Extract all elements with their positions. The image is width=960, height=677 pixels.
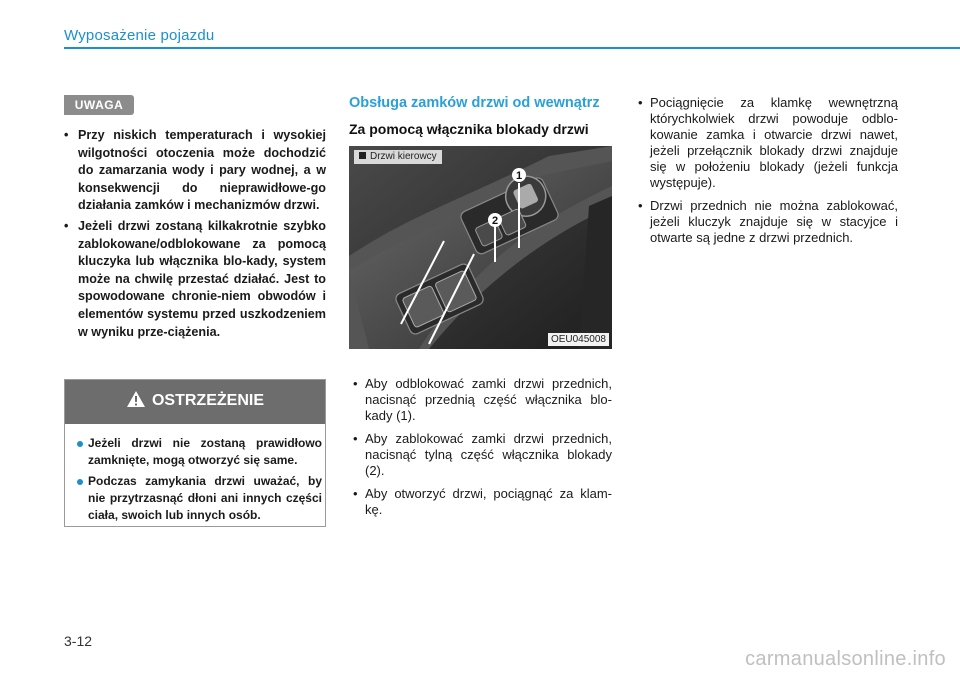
warning-item: Jeżeli drzwi nie zostaną prawidłowo zamknięte, mogą otworzyć się same. <box>77 435 322 469</box>
callout-1-label: 1 <box>515 170 523 182</box>
instruction-item: • Aby zablokować zamki drzwi przednich, nacisnąć tylną część włącznika blokady (2). <box>349 431 612 479</box>
door-switch-illustration <box>349 146 612 349</box>
warning-icon <box>126 390 146 408</box>
watermark: carmanualsonline.info <box>745 648 946 670</box>
header-rule <box>64 47 960 49</box>
info-item: • Pociągnięcie za klamkę wewnętrzną którychkolwiek drzwi powoduje odblo-kowanie zamka i otwarcie drzwi nawet, jeżeli przełącznik blokady drzwi znajduje się w położeniu blokady (jeżeli funkcja występuje). <box>634 95 898 191</box>
warning-list <box>77 435 322 528</box>
instruction-item: • Aby odblokować zamki drzwi przednich, nacisnąć przednią część włącznika blo-kady (1). <box>349 376 612 424</box>
instruction-item: • Aby otworzyć drzwi, pociągnąć za klam-kę. <box>349 486 612 518</box>
section-title: Obsługa zamków drzwi od wewnątrz <box>349 95 600 111</box>
section-header-title: Wyposażenie pojazdu <box>64 27 215 44</box>
info-item: • Drzwi przednich nie można zablokować, jeżeli kluczyk znajduje się w stacyjce i otwarte są jedne z drzwi przednich. <box>634 198 898 246</box>
door-lock-figure <box>349 146 612 349</box>
page-number: 3-12 <box>64 633 93 649</box>
callout-2-label: 2 <box>491 215 499 227</box>
note-badge: UWAGA <box>64 95 134 115</box>
figure-caption-text: Drzwi kierowcy <box>370 151 437 162</box>
caption-square-icon <box>359 152 366 159</box>
lock-instructions-list <box>349 376 612 525</box>
warning-item: Podczas zamykania drzwi uważać, by nie przytrzasnąć dłoni ani innych części ciała, swoich lub innych osób. <box>77 473 322 524</box>
extra-info-list <box>634 95 898 253</box>
subsection-title: Za pomocą włącznika blokady drzwi <box>349 121 589 137</box>
warning-title: OSTRZEŻENIE <box>151 392 264 409</box>
warning-header <box>65 380 325 424</box>
note-list <box>64 127 326 344</box>
figure-code: OEU045008 <box>548 333 609 346</box>
warning-box <box>64 379 326 527</box>
figure-caption <box>354 150 442 164</box>
note-item: • Przy niskich temperaturach i wysokiej wilgotności otoczenia może dochodzić do zamarzania wody i pary wodnej, a w konsekwencji do nieprawidłowe-go działania zamków i mechanizmów drzwi. <box>64 127 326 215</box>
note-item: • Jeżeli drzwi zostaną kilkakrotnie szybko zablokowane/odblokowane za pomocą kluczyka lub włącznika blo-kady, system może na chwilę przestać działać. Jest to spowodowane chronie-niem obwodów i elementów systemu przed uszkodzeniem w wyniku prze-ciążenia. <box>64 218 326 341</box>
